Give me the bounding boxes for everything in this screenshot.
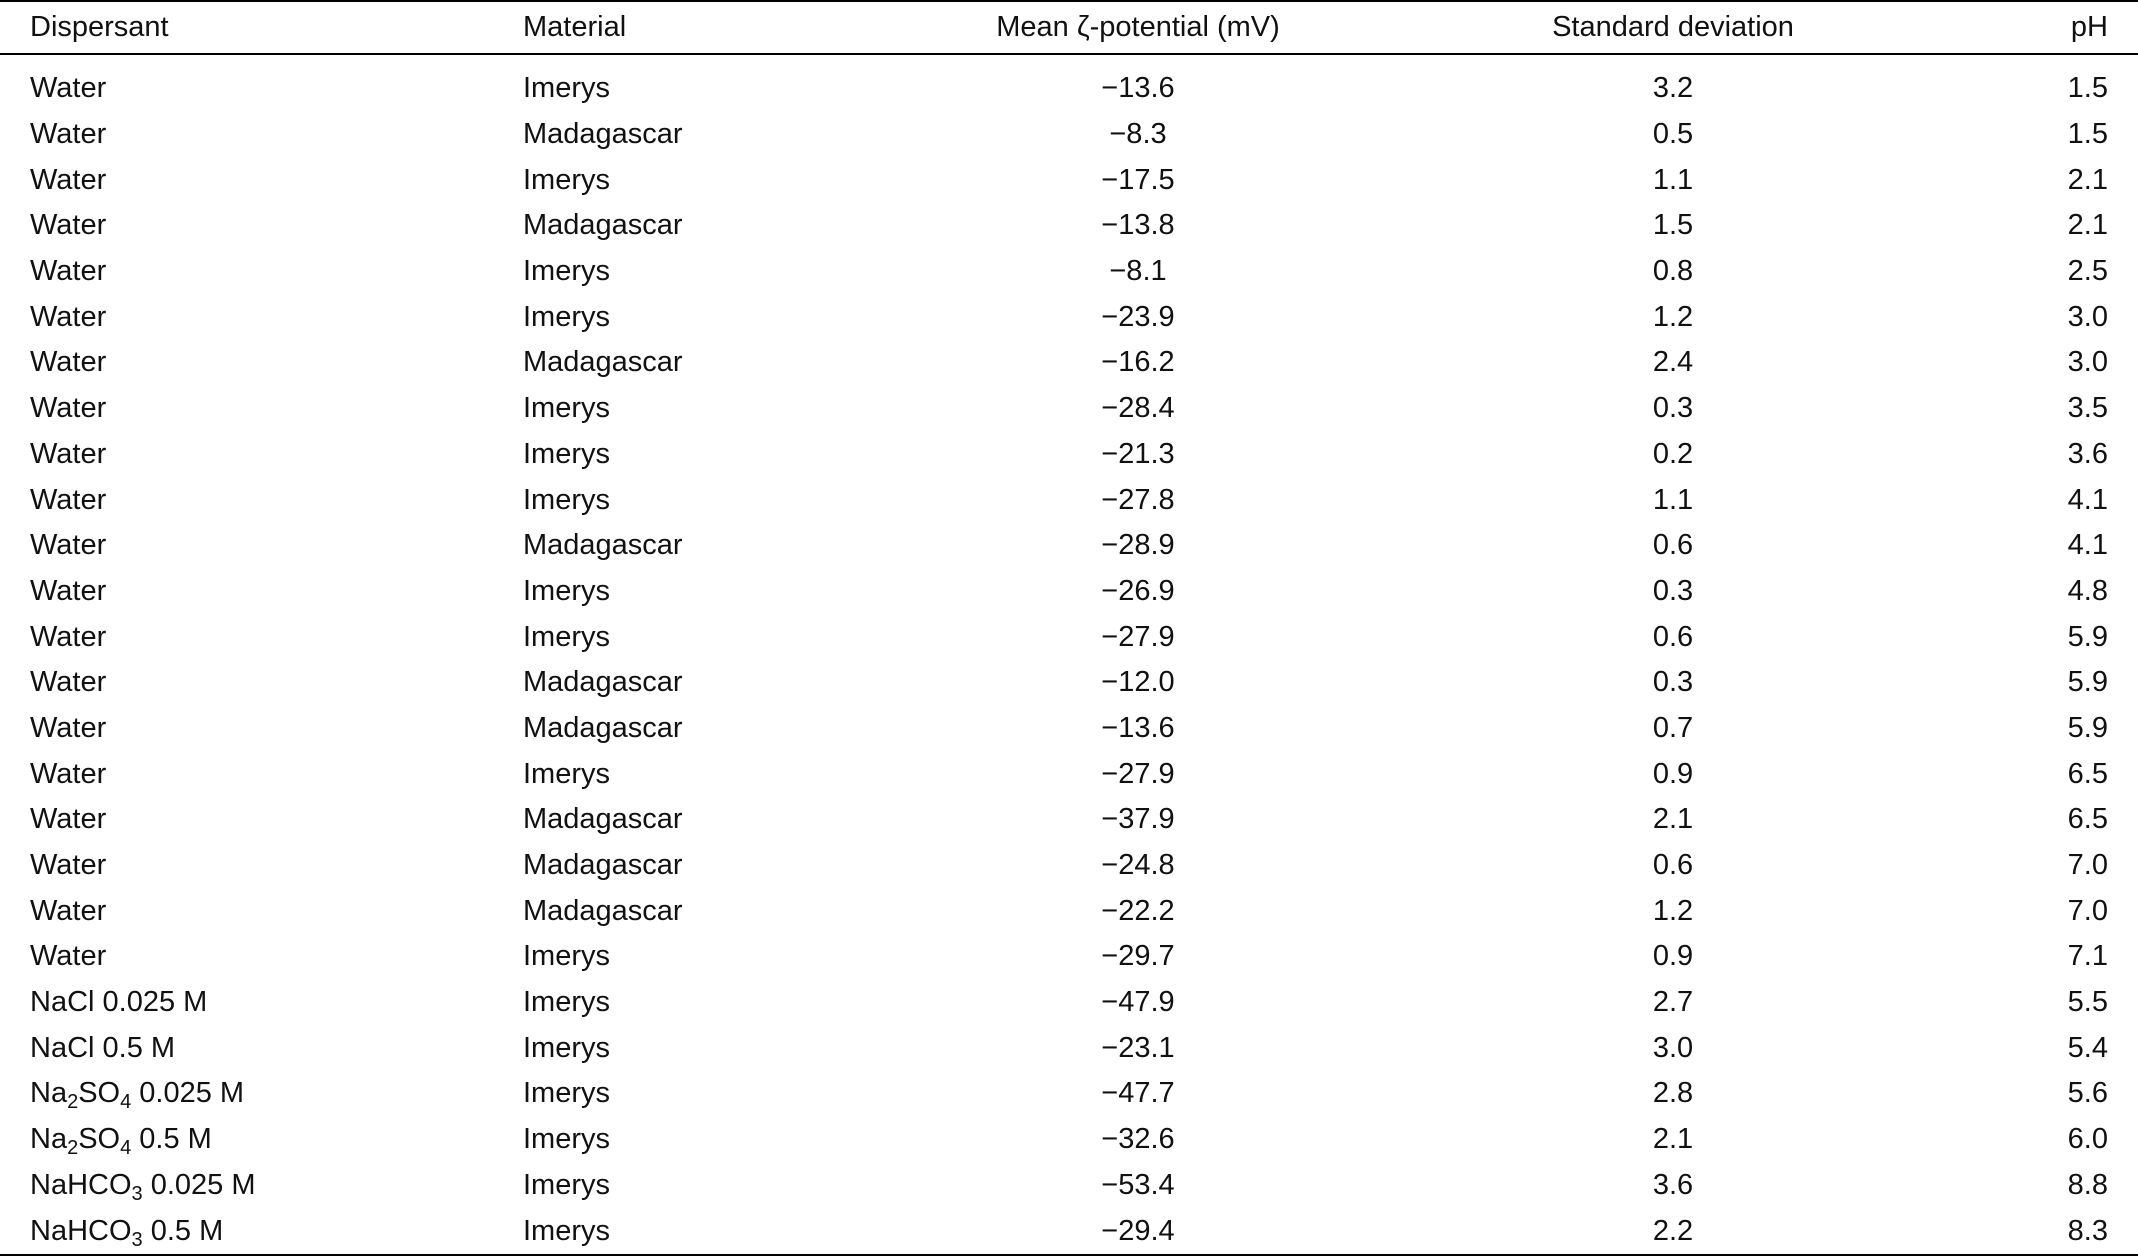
cell-material: Imerys: [523, 940, 610, 973]
cell-material: Imerys: [523, 757, 610, 790]
formula-text: 0.025 M: [142, 1168, 256, 1201]
cell-ph: 5.6: [2067, 1077, 2108, 1110]
cell-dispersant: [0, 1071, 523, 1117]
cell-standard-deviation: 0.9: [1652, 940, 1694, 973]
formula-text: 0.025 M: [131, 1077, 245, 1110]
cell-standard-deviation: 1.1: [1652, 483, 1694, 516]
cell-dispersant: [0, 1117, 523, 1163]
cell-mean-zeta-potential: −8.3: [1109, 118, 1167, 151]
cell-dispersant: Water: [30, 940, 107, 973]
cell-standard-deviation: 2.8: [1652, 1077, 1694, 1110]
cell-mean-zeta-potential: −47.9: [1101, 986, 1175, 1019]
cell-mean-zeta-potential: −29.7: [1101, 940, 1175, 973]
cell-material: Madagascar: [523, 849, 683, 882]
cell-material: Imerys: [523, 1168, 610, 1201]
cell-ph: 3.0: [2067, 300, 2108, 333]
formula-text: Na: [30, 1123, 68, 1156]
formula-subscript: 3: [131, 1228, 143, 1251]
formula-text: 0.5 M: [131, 1123, 212, 1156]
formula-text: SO: [78, 1123, 121, 1156]
cell-standard-deviation: 1.2: [1652, 894, 1694, 927]
table-row: [0, 843, 2138, 889]
table-row: [0, 1025, 2138, 1071]
formula-text: NaHCO: [30, 1168, 132, 1201]
cell-material: Madagascar: [523, 118, 683, 151]
cell-dispersant: NaCl 0.5 M: [30, 1031, 176, 1064]
cell-mean-zeta-potential: −23.9: [1101, 300, 1175, 333]
cell-mean-zeta-potential: −29.4: [1101, 1214, 1175, 1247]
table-row: [0, 340, 2138, 386]
cell-standard-deviation: 0.6: [1652, 849, 1694, 882]
cell-mean-zeta-potential: −32.6: [1101, 1123, 1175, 1156]
cell-dispersant: [0, 1163, 523, 1209]
cell-standard-deviation: 0.6: [1652, 620, 1694, 653]
cell-material: Imerys: [523, 300, 610, 333]
cell-standard-deviation: 2.7: [1652, 986, 1694, 1019]
cell-ph: 8.3: [2067, 1214, 2108, 1247]
cell-material: Imerys: [523, 255, 610, 288]
cell-dispersant: Water: [30, 209, 107, 242]
cell-mean-zeta-potential: −13.6: [1101, 72, 1175, 105]
cell-dispersant: Water: [30, 300, 107, 333]
table-row: [0, 1208, 2138, 1255]
cell-ph: 7.0: [2067, 849, 2108, 882]
cell-material: Madagascar: [523, 346, 683, 379]
cell-material: Madagascar: [523, 666, 683, 699]
cell-standard-deviation: 3.6: [1652, 1168, 1694, 1201]
cell-standard-deviation: 0.3: [1652, 392, 1694, 425]
cell-mean-zeta-potential: −28.9: [1101, 529, 1175, 562]
cell-mean-zeta-potential: −13.8: [1101, 209, 1175, 242]
table-row: [0, 249, 2138, 295]
cell-ph: 1.5: [2067, 72, 2108, 105]
cell-material: Imerys: [523, 1214, 610, 1247]
cell-material: Imerys: [523, 72, 610, 105]
table-row: [0, 797, 2138, 843]
cell-material: Imerys: [523, 986, 610, 1019]
cell-mean-zeta-potential: −53.4: [1101, 1168, 1175, 1201]
header-ph: pH: [2070, 11, 2108, 43]
cell-dispersant: Water: [30, 757, 107, 790]
cell-material: Imerys: [523, 1123, 610, 1156]
cell-material: Imerys: [523, 620, 610, 653]
cell-material: Madagascar: [523, 803, 683, 836]
table-row: [0, 523, 2138, 569]
cell-mean-zeta-potential: −12.0: [1101, 666, 1175, 699]
cell-ph: 7.0: [2067, 894, 2108, 927]
cell-ph: 5.5: [2067, 986, 2108, 1019]
cell-dispersant: Water: [30, 894, 107, 927]
formula-subscript: 4: [120, 1137, 132, 1160]
table-row: [0, 432, 2138, 478]
cell-mean-zeta-potential: −8.1: [1109, 255, 1167, 288]
cell-ph: 3.6: [2067, 437, 2108, 470]
table-row: [0, 157, 2138, 203]
cell-material: Imerys: [523, 483, 610, 516]
cell-ph: 1.5: [2067, 118, 2108, 151]
cell-standard-deviation: 0.8: [1652, 255, 1694, 288]
formula-text: NaHCO: [30, 1214, 132, 1247]
cell-dispersant: Water: [30, 346, 107, 379]
table-row: [0, 1071, 2138, 1117]
cell-mean-zeta-potential: −21.3: [1101, 437, 1175, 470]
cell-standard-deviation: 2.1: [1652, 1123, 1694, 1156]
cell-ph: 5.4: [2067, 1031, 2108, 1064]
cell-dispersant: Water: [30, 620, 107, 653]
cell-material: Imerys: [523, 574, 610, 607]
cell-ph: 2.1: [2067, 163, 2108, 196]
formula-subscript: 4: [120, 1091, 132, 1114]
table-row: [0, 54, 2138, 112]
cell-mean-zeta-potential: −27.9: [1101, 757, 1175, 790]
cell-dispersant: Water: [30, 529, 107, 562]
table-row: [0, 569, 2138, 615]
cell-standard-deviation: 0.2: [1652, 437, 1694, 470]
cell-material: Imerys: [523, 163, 610, 196]
formula-text: SO: [78, 1077, 121, 1110]
table-row: [0, 751, 2138, 797]
cell-ph: 3.0: [2067, 346, 2108, 379]
cell-standard-deviation: 3.2: [1652, 72, 1694, 105]
formula-subscript: 3: [131, 1182, 143, 1205]
cell-standard-deviation: 0.6: [1652, 529, 1694, 562]
cell-mean-zeta-potential: −27.9: [1101, 620, 1175, 653]
cell-ph: 4.1: [2067, 529, 2108, 562]
cell-dispersant: Water: [30, 574, 107, 607]
table-row: [0, 1163, 2138, 1209]
cell-dispersant: Water: [30, 163, 107, 196]
header-standard-deviation: Standard deviation: [1552, 11, 1794, 43]
formula-subscript: 2: [67, 1137, 79, 1160]
table-row: [0, 1117, 2138, 1163]
header-dispersant: Dispersant: [30, 11, 169, 43]
table-row: [0, 934, 2138, 980]
table-row: [0, 660, 2138, 706]
cell-dispersant: Water: [30, 849, 107, 882]
cell-standard-deviation: 0.5: [1652, 118, 1694, 151]
cell-standard-deviation: 2.2: [1652, 1214, 1694, 1247]
cell-dispersant: Water: [30, 666, 107, 699]
cell-standard-deviation: 1.5: [1652, 209, 1694, 242]
cell-mean-zeta-potential: −47.7: [1101, 1077, 1175, 1110]
cell-dispersant: [0, 1208, 523, 1255]
formula-text: 0.5 M: [142, 1214, 224, 1247]
cell-dispersant: NaCl 0.025 M: [30, 986, 208, 1019]
cell-mean-zeta-potential: −16.2: [1101, 346, 1175, 379]
cell-mean-zeta-potential: −27.8: [1101, 483, 1175, 516]
cell-ph: 2.1: [2067, 209, 2108, 242]
cell-standard-deviation: 0.9: [1652, 757, 1694, 790]
cell-ph: 4.8: [2067, 574, 2108, 607]
table-row: [0, 294, 2138, 340]
table-row: [0, 477, 2138, 523]
cell-dispersant: Water: [30, 483, 107, 516]
cell-mean-zeta-potential: −37.9: [1101, 803, 1175, 836]
table-body: [0, 54, 2138, 1255]
cell-mean-zeta-potential: −13.6: [1101, 711, 1175, 744]
table-row: [0, 706, 2138, 752]
cell-material: Imerys: [523, 1077, 610, 1110]
cell-ph: 5.9: [2067, 711, 2108, 744]
formula-text: Na: [30, 1077, 68, 1110]
cell-standard-deviation: 2.4: [1652, 346, 1694, 379]
cell-standard-deviation: 0.3: [1652, 574, 1694, 607]
cell-standard-deviation: 1.1: [1652, 163, 1694, 196]
cell-dispersant: Water: [30, 803, 107, 836]
cell-mean-zeta-potential: −28.4: [1101, 392, 1175, 425]
cell-ph: 5.9: [2067, 620, 2108, 653]
cell-dispersant: Water: [30, 255, 107, 288]
cell-mean-zeta-potential: −26.9: [1101, 574, 1175, 607]
cell-ph: 6.5: [2067, 757, 2108, 790]
cell-dispersant: Water: [30, 72, 107, 105]
cell-standard-deviation: 0.7: [1652, 711, 1694, 744]
table-row: [0, 386, 2138, 432]
header-mean-zeta-potential: Mean ζ-potential (mV): [996, 11, 1280, 43]
cell-dispersant: Water: [30, 392, 107, 425]
formula-subscript: 2: [67, 1091, 79, 1114]
table-row: [0, 614, 2138, 660]
cell-mean-zeta-potential: −17.5: [1101, 163, 1175, 196]
table-row: [0, 980, 2138, 1026]
cell-material: Madagascar: [523, 711, 683, 744]
cell-material: Madagascar: [523, 209, 683, 242]
cell-material: Imerys: [523, 437, 610, 470]
cell-dispersant: Water: [30, 118, 107, 151]
cell-dispersant: Water: [30, 437, 107, 470]
cell-ph: 4.1: [2067, 483, 2108, 516]
cell-ph: 2.5: [2067, 255, 2108, 288]
header-material: Material: [523, 11, 627, 43]
cell-ph: 3.5: [2067, 392, 2108, 425]
cell-material: Imerys: [523, 392, 610, 425]
cell-material: Madagascar: [523, 529, 683, 562]
cell-dispersant: Water: [30, 711, 107, 744]
cell-material: Madagascar: [523, 894, 683, 927]
table-header: [0, 1, 2138, 54]
cell-ph: 7.1: [2067, 940, 2108, 973]
cell-ph: 5.9: [2067, 666, 2108, 699]
table-row: [0, 112, 2138, 158]
table-row: [0, 203, 2138, 249]
cell-standard-deviation: 1.2: [1652, 300, 1694, 333]
cell-ph: 8.8: [2067, 1168, 2108, 1201]
cell-ph: 6.0: [2067, 1123, 2108, 1156]
table-header-row: [0, 1, 2138, 54]
cell-ph: 6.5: [2067, 803, 2108, 836]
cell-material: Imerys: [523, 1031, 610, 1064]
cell-mean-zeta-potential: −22.2: [1101, 894, 1175, 927]
cell-standard-deviation: 2.1: [1652, 803, 1694, 836]
cell-standard-deviation: 0.3: [1652, 666, 1694, 699]
cell-mean-zeta-potential: −24.8: [1101, 849, 1175, 882]
cell-standard-deviation: 3.0: [1652, 1031, 1694, 1064]
table-row: [0, 888, 2138, 934]
cell-mean-zeta-potential: −23.1: [1101, 1031, 1175, 1064]
